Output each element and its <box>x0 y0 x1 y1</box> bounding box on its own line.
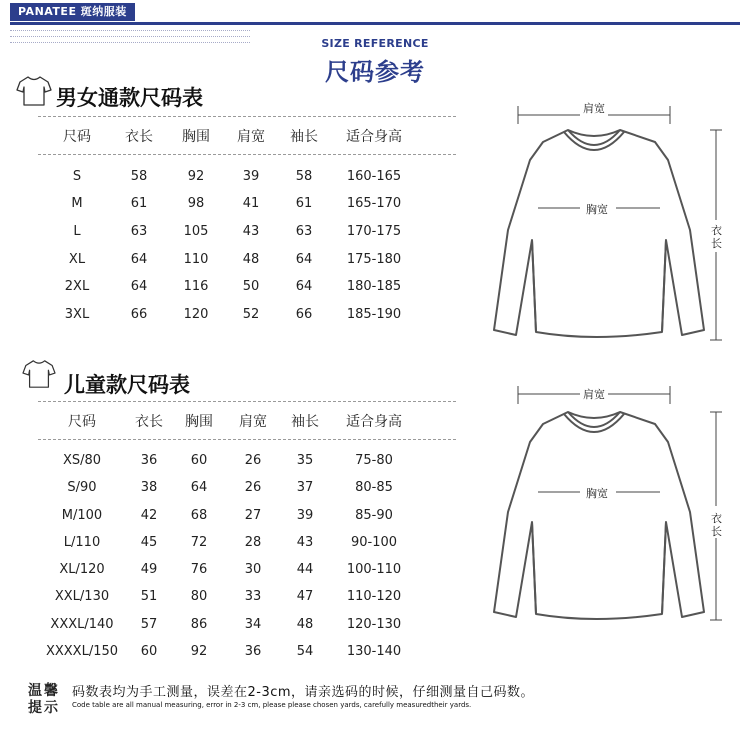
title-en: SIZE REFERENCE <box>321 37 429 50</box>
col-sleeve: 袖长 <box>291 414 319 430</box>
length: 51 <box>140 589 158 604</box>
longsleeve-shirt-icon <box>470 376 740 636</box>
col-height: 适合身高 <box>346 414 402 430</box>
height: 185-190 <box>346 307 402 322</box>
height: 110-120 <box>346 589 402 604</box>
height: 75-80 <box>355 453 393 468</box>
divider <box>38 154 456 155</box>
table-header <box>38 412 456 432</box>
table-row <box>38 587 456 607</box>
table-row <box>38 478 456 498</box>
size: XXXXL/150 <box>45 644 119 659</box>
shoulder: 36 <box>244 644 262 659</box>
length: 66 <box>130 307 148 322</box>
length: 49 <box>140 562 158 577</box>
chest-label: 胸宽 <box>586 203 608 216</box>
chest: 92 <box>190 644 208 659</box>
sleeve: 35 <box>296 453 314 468</box>
length: 60 <box>140 644 158 659</box>
shoulder: 41 <box>242 196 260 211</box>
length: 57 <box>140 617 158 632</box>
shoulder: 48 <box>242 252 260 267</box>
height: 130-140 <box>346 644 402 659</box>
shoulder: 34 <box>244 617 262 632</box>
sleeve: 54 <box>296 644 314 659</box>
length: 42 <box>140 508 158 523</box>
col-height: 适合身高 <box>346 129 402 145</box>
table-row <box>38 560 456 580</box>
sleeve: 47 <box>296 589 314 604</box>
sleeve: 63 <box>295 224 313 239</box>
table-row <box>38 250 456 270</box>
col-size: 尺码 <box>68 414 96 430</box>
note-english: Code table are all manual measuring, error in 2-3 cm, please please chosen yards, carefully measuredtheir yards. <box>72 701 472 709</box>
table-header <box>38 127 456 147</box>
page-title: 尺码参考 <box>325 58 425 86</box>
table-row <box>38 533 456 553</box>
shoulder: 39 <box>242 169 260 184</box>
length: 64 <box>130 279 148 294</box>
sleeve: 64 <box>295 252 313 267</box>
table-row <box>38 167 456 187</box>
sleeve: 66 <box>295 307 313 322</box>
chest: 86 <box>190 617 208 632</box>
height: 175-180 <box>346 252 402 267</box>
chest: 64 <box>190 480 208 495</box>
chest: 116 <box>183 279 209 294</box>
height: 170-175 <box>346 224 402 239</box>
height: 85-90 <box>355 508 393 523</box>
table-row <box>38 305 456 325</box>
size: M/100 <box>61 508 103 523</box>
size: XL <box>68 252 86 267</box>
table-row <box>38 642 456 662</box>
chest: 76 <box>190 562 208 577</box>
sleeve: 39 <box>296 508 314 523</box>
table-row <box>38 451 456 471</box>
tshirt-icon <box>16 74 52 108</box>
adult-table-title: 男女通款尺码表 <box>56 86 203 110</box>
col-length: 衣长 <box>135 414 163 430</box>
length: 64 <box>130 252 148 267</box>
chest: 98 <box>187 196 205 211</box>
note-chinese: 码数表均为手工测量，误差在2-3cm，请亲选码的时候，仔细测量自己码数。 <box>72 685 535 700</box>
table-row <box>38 506 456 526</box>
length-label: 衣长 <box>711 512 722 538</box>
col-chest: 胸围 <box>182 129 210 145</box>
table-row <box>38 194 456 214</box>
size: XS/80 <box>62 453 102 468</box>
col-shoulder: 肩宽 <box>239 414 267 430</box>
length: 38 <box>140 480 158 495</box>
height: 100-110 <box>346 562 402 577</box>
sleeve: 58 <box>295 169 313 184</box>
shoulder: 52 <box>242 307 260 322</box>
divider <box>38 116 456 117</box>
shoulder: 43 <box>242 224 260 239</box>
brand-logo: PANATEE 斑纳服装 <box>10 3 135 21</box>
shoulder: 26 <box>244 453 262 468</box>
col-size: 尺码 <box>63 129 91 145</box>
length: 36 <box>140 453 158 468</box>
height: 180-185 <box>346 279 402 294</box>
height: 160-165 <box>346 169 402 184</box>
chest: 92 <box>187 169 205 184</box>
adult-size-table <box>38 116 456 336</box>
shoulder: 50 <box>242 279 260 294</box>
height: 80-85 <box>355 480 393 495</box>
shirt-diagram-adult <box>470 90 740 350</box>
shoulder: 30 <box>244 562 262 577</box>
tip-label: 温馨 <box>28 683 60 699</box>
sleeve: 37 <box>296 480 314 495</box>
length: 63 <box>130 224 148 239</box>
chest: 80 <box>190 589 208 604</box>
height: 90-100 <box>350 535 398 550</box>
height: 165-170 <box>346 196 402 211</box>
length-label: 衣长 <box>711 224 722 250</box>
table-row <box>38 277 456 297</box>
chest: 105 <box>183 224 209 239</box>
tshirt-icon <box>22 358 56 390</box>
chest: 120 <box>183 307 209 322</box>
size: S <box>72 169 82 184</box>
chest: 68 <box>190 508 208 523</box>
col-chest: 胸围 <box>185 414 213 430</box>
header-rule <box>10 22 740 25</box>
size: 3XL <box>64 307 90 322</box>
size: XXXL/140 <box>50 617 114 632</box>
shoulder: 33 <box>244 589 262 604</box>
col-length: 衣长 <box>125 129 153 145</box>
shoulder: 26 <box>244 480 262 495</box>
chest: 72 <box>190 535 208 550</box>
size: 2XL <box>64 279 90 294</box>
size: M <box>71 196 83 211</box>
col-sleeve: 袖长 <box>290 129 318 145</box>
shoulder: 28 <box>244 535 262 550</box>
divider <box>38 439 456 440</box>
sleeve: 64 <box>295 279 313 294</box>
size: XXL/130 <box>54 589 110 604</box>
tip-label: 提示 <box>28 700 60 716</box>
size: L/110 <box>63 535 101 550</box>
table-row <box>38 222 456 242</box>
height: 120-130 <box>346 617 402 632</box>
chest: 60 <box>190 453 208 468</box>
kids-table-title: 儿童款尺码表 <box>64 373 190 397</box>
col-shoulder: 肩宽 <box>237 129 265 145</box>
sleeve: 44 <box>296 562 314 577</box>
length: 45 <box>140 535 158 550</box>
divider <box>38 401 456 402</box>
length: 61 <box>130 196 148 211</box>
size: XL/120 <box>59 562 105 577</box>
size: S/90 <box>67 480 97 495</box>
length: 58 <box>130 169 148 184</box>
shirt-diagram-kids <box>470 376 740 636</box>
shoulder: 27 <box>244 508 262 523</box>
size: L <box>73 224 81 239</box>
sleeve: 43 <box>296 535 314 550</box>
chest-label: 胸宽 <box>586 487 608 500</box>
table-row <box>38 615 456 635</box>
chest: 110 <box>183 252 209 267</box>
shoulder-label: 肩宽 <box>583 388 605 401</box>
sleeve: 61 <box>295 196 313 211</box>
sleeve: 48 <box>296 617 314 632</box>
shoulder-label: 肩宽 <box>583 102 605 115</box>
kids-size-table <box>38 401 456 669</box>
longsleeve-shirt-icon <box>470 90 740 350</box>
